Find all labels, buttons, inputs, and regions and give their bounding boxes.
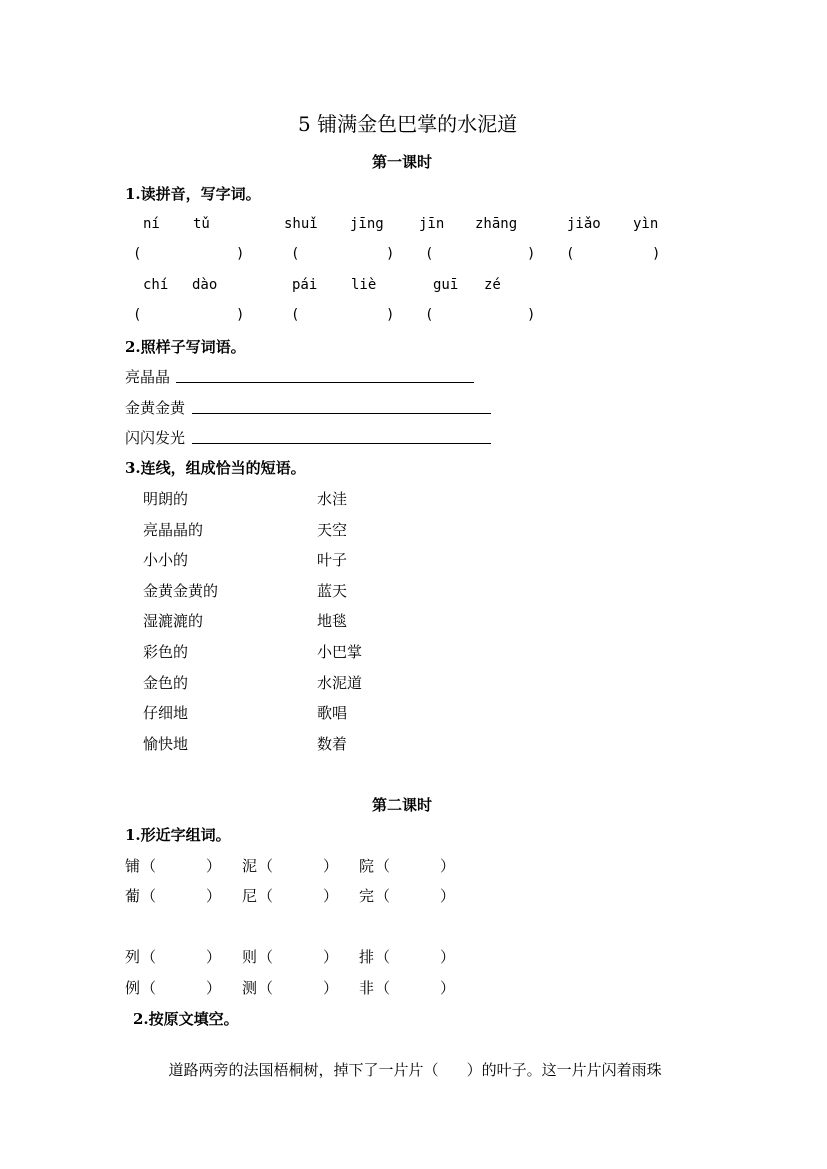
bracket: （ — [375, 857, 391, 875]
match-left-item[interactable]: 亮晶晶的 — [143, 521, 204, 539]
answer-bracket-open: ( — [133, 307, 142, 323]
match-right-item[interactable]: 水洼 — [317, 490, 348, 508]
match-left-item[interactable]: 明朗的 — [143, 490, 189, 508]
pinyin: ní — [143, 216, 160, 232]
pinyin: zé — [484, 277, 501, 293]
bracket: （ — [258, 979, 274, 997]
char: 完 — [359, 887, 375, 905]
char: 铺 — [125, 857, 141, 875]
match-right-item[interactable]: 叶子 — [317, 551, 348, 569]
char: 尼 — [242, 887, 258, 905]
bracket: ） — [323, 979, 339, 997]
answer-bracket-close: ) — [236, 307, 245, 323]
bracket: ） — [440, 948, 456, 966]
lesson1-heading: 第一课时 — [372, 153, 433, 171]
answer-bracket-close: ) — [236, 246, 245, 262]
pinyin: jīn — [419, 216, 445, 232]
char: 院 — [359, 857, 375, 875]
bracket: ） — [440, 887, 456, 905]
match-left-item[interactable]: 金色的 — [143, 674, 189, 692]
q2-heading: 2.按原文填空。 — [133, 1010, 239, 1028]
pinyin: jiǎo — [567, 216, 601, 232]
q3-heading: 3.连线，组成恰当的短语。 — [125, 459, 306, 477]
match-left-item[interactable]: 彩色的 — [143, 643, 189, 661]
match-left-item[interactable]: 湿漉漉的 — [143, 612, 204, 630]
bracket: （ — [141, 857, 157, 875]
lesson2-heading: 第二课时 — [372, 796, 433, 814]
match-left-item[interactable]: 愉快地 — [143, 735, 189, 753]
match-right-item[interactable]: 小巴掌 — [317, 643, 363, 661]
answer-line[interactable] — [192, 413, 491, 414]
bracket: （ — [258, 948, 274, 966]
q1-heading: 1.读拼音，写字词。 — [125, 185, 261, 203]
char: 非 — [359, 979, 375, 997]
bracket: （ — [141, 887, 157, 905]
bracket: ） — [440, 979, 456, 997]
bracket: （ — [141, 979, 157, 997]
q1-heading: 1.形近字组词。 — [125, 826, 231, 844]
bracket: ） — [440, 857, 456, 875]
example-word: 金黄金黄 — [125, 399, 186, 417]
match-right-item[interactable]: 地毯 — [317, 612, 348, 630]
answer-bracket-open: ( — [425, 307, 434, 323]
match-right-item[interactable]: 水泥道 — [317, 674, 363, 692]
bracket: （ — [258, 857, 274, 875]
pinyin: dào — [192, 277, 218, 293]
bracket: ） — [323, 887, 339, 905]
answer-bracket-open: ( — [133, 246, 142, 262]
bracket: ） — [206, 948, 222, 966]
bracket: （ — [258, 887, 274, 905]
match-left-item[interactable]: 金黄金黄的 — [143, 582, 219, 600]
text-before-blank: 道路两旁的法国梧桐树，掉下了一片片（ — [168, 1061, 439, 1079]
bracket: （ — [375, 948, 391, 966]
char: 泥 — [242, 857, 258, 875]
bracket: ） — [323, 948, 339, 966]
bracket: （ — [141, 948, 157, 966]
answer-bracket-close: ) — [386, 246, 395, 262]
bracket: ） — [206, 857, 222, 875]
bracket: （ — [375, 979, 391, 997]
bracket: ） — [206, 979, 222, 997]
bracket: ） — [323, 857, 339, 875]
answer-bracket-open: ( — [566, 246, 575, 262]
char: 列 — [125, 948, 141, 966]
answer-line[interactable] — [192, 443, 491, 444]
answer-bracket-close: ) — [652, 246, 661, 262]
q2-heading: 2.照样子写词语。 — [125, 338, 246, 356]
char: 排 — [359, 948, 375, 966]
pinyin: chí — [143, 277, 169, 293]
example-word: 亮晶晶 — [125, 368, 171, 386]
match-right-item[interactable]: 蓝天 — [317, 582, 348, 600]
bracket: （ — [375, 887, 391, 905]
char: 葡 — [125, 887, 141, 905]
pinyin: zhāng — [475, 216, 518, 232]
answer-bracket-close: ) — [527, 246, 536, 262]
match-right-item[interactable]: 天空 — [317, 521, 348, 539]
pinyin: guī — [433, 277, 459, 293]
char: 测 — [242, 979, 258, 997]
example-word: 闪闪发光 — [125, 429, 186, 447]
answer-bracket-close: ) — [386, 307, 395, 323]
answer-bracket-open: ( — [425, 246, 434, 262]
match-right-item[interactable]: 歌唱 — [317, 704, 348, 722]
page-title: 5 铺满金色巴掌的水泥道 — [298, 112, 518, 136]
answer-bracket-open: ( — [291, 246, 300, 262]
answer-line[interactable] — [176, 382, 474, 383]
char: 则 — [242, 948, 258, 966]
char: 例 — [125, 979, 141, 997]
text-after-blank: ）的叶子。这一片片闪着雨珠 — [466, 1061, 662, 1079]
pinyin: liè — [351, 277, 377, 293]
match-right-item[interactable]: 数着 — [317, 735, 348, 753]
pinyin: pái — [292, 277, 318, 293]
bracket: ） — [206, 887, 222, 905]
pinyin: tǔ — [193, 216, 210, 232]
answer-bracket-close: ) — [527, 307, 536, 323]
pinyin: jīng — [350, 216, 384, 232]
answer-bracket-open: ( — [291, 307, 300, 323]
pinyin: shuǐ — [284, 216, 318, 232]
fill-blank-text — [159, 1040, 662, 1080]
match-left-item[interactable]: 小小的 — [143, 551, 189, 569]
pinyin: yìn — [633, 216, 659, 232]
match-left-item[interactable]: 仔细地 — [143, 704, 189, 722]
